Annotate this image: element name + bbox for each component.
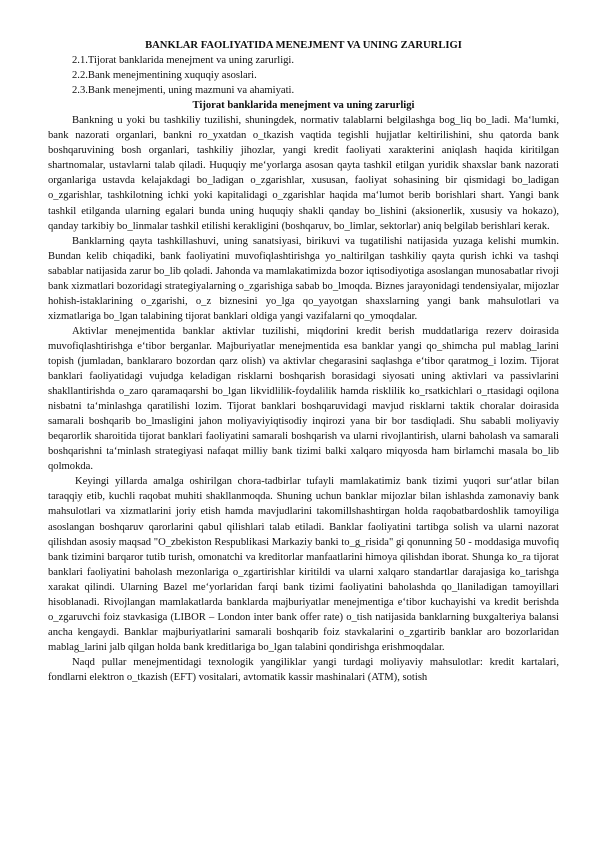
paragraph-5: Naqd pullar menejmentidagi texnologik yangiliklar yangi turdagi moliyaviy mahsulotlar: kredit kartalari, fondlarni elektron o_tkazish (EFT) vositalari, avtomatik kassir mashinalari (ATM), sotish — [48, 656, 559, 683]
paragraph-2: Banklarning qayta tashkillashuvi, uning sanatsiyasi, birikuvi va tugatilishi natijasida yuzaga kelishi mumkin. Bundan kelib chiqadiki, bank faoliyatini muvofiqlashtirishga yo_naltirilgan tashkiliy qayta qurish ichki va tashqi sabablar natijasida zarur bo_lib qoladi. Jahonda va mamlakatimizda bozor iqtisodiyotiga asoslangan munosabatlar rivoji bank xizmatlari bozoridagi strategiyalarning o_zgarishiga sabab bo_lmoqda. Biznes jarayonidagi tendensiyalar, mijozlar hohish-istaklarining o_zgarishi, o_z biznesini yo_lga qo_yayotgan shaxslarning yangi bank mahsulotlari va xizmatlariga bo_lgan talabining tijorat banklari oldiga yangi vazifalarni qo_ymoqdalar. — [48, 235, 559, 322]
document-title: BANKLAR FAOLIYATIDA MENEJMENT VA UNING ZARURLIGI — [145, 40, 462, 51]
paragraph-1: Bankning u yoki bu tashkiliy tuzilishi, shuningdek, normativ talablarni belgilashga bog_liq bo_ladi. Ma‘lumki, bank nazorati organlari, bankni ro_yxatdan o_tkazish vaqtida tegishli hujjatlar keltirilishini, shu qatorda bank boshqaruvining bosh organlari, tashkiliy jihozlar, yangi kredit faoliyati xarakterini aniqlash haqida kiritilgan shartnomalar, ustavlarni talab qiladi. Huquqiy me‘yorlarga asosan qayta tashkil etilgan yuridik shaxslar bank nazorati organlariga ustavda kelajakdagi bo_ladigan o_zgarishlar, xususan, faoliyat sohasining bir qismidagi bo_ladigan o_zgarishlar, tashkilotning ichki yoki kapitalidagi o_zgarishlar haqida ma‘lumot berib borishlari shart. Yangi bank tashkil etilganda ularning egalari bunda uning huquqiy shakli qanday bo_lishini (aksionerlik, xususiy va hokazo), qanday tarkibiy bo_linmalar tashkil etilishi kerakligini (boshqaruv, bo_limlar, sektorlar) aniq belgilab berishlari kerak. — [48, 115, 559, 232]
toc-item-2-1: 2.1.Tijorat banklarida menejment va uning zarurligi. — [72, 55, 295, 67]
document-page — [48, 38, 559, 685]
section-title: Tijorat banklarida menejment va uning zarurligi — [192, 100, 415, 112]
toc-item-2-3: 2.3.Bank menejmenti, uning mazmuni va ahamiyati. — [72, 85, 295, 97]
paragraph-3: Aktivlar menejmentida banklar aktivlar tuzilishi, miqdorini kredit berish muddatlariga rezerv doirasida muvofiqlashtirishga e‘tibor berganlar. Majburiyatlar menejmentida esa banklar yangi qo_shimcha pul mablag_larini topish (jumladan, banklararo bozordan qarz olish) va aktivlar chegarasini saqlashga e‘tibor qaratmog_i lozim. Tijorat banklari faoliyatidagi vujudga keladigan risklarni boshqarish borasidagi siyosati uning aktivlari va passivlarini shakllantirishda o_zaro qaramaqarshi bo_lgan likvidlilik-foydalilik hamda risklilik ko_rsatkichlari o_rtasidagi oqilona nisbatni ta‘minlashga qaratilishi lozim. Tijorat banklari boshqaruvidagi mavjud risklarni taktik choralar doirasida samarali boshqarib bo_lmasligini jahon moliyaviyiqtisodiy inqirozi yana bir bor tasdiqladi. Shu sababli moliyaviy beqarorlik sharoitida tijorat banklari faoliyatini samarali boshqarish va ularni rivojlantirish, ularni baholash va samarali boshqarishni ta‘minlash strategiyasi nafaqat milliy bank tizimi balki xalqaro miqyosda ham birlamchi masala bo_lib qolmokda. — [48, 325, 559, 473]
toc-item-2-2: 2.2.Bank menejmentining xuquqiy asoslari. — [72, 70, 257, 82]
paragraph-4: Keyingi yillarda amalga oshirilgan chora-tadbirlar tufayli mamlakatimiz bank tizimi yuqori sur‘atlar bilan taraqqiy etib, kuchli raqobat muhiti shakllanmoqda. Shuning uchun banklar mijozlar bilan ishlashda zamonaviy bank mahsulotlari va xizmatlarini joriy etish hamda mavjudlarini takomillshashtirgan holda raqobatbardoshlik tamoyiliga asoslangan boshqaruv qarorlarini qabul qilishlari talab etiladi. Banklar faoliyatini tartibga solish va ularni nazorat qilishdan asosiy maqsad "O_zbekiston Respublikasi Markaziy banki to_g_risida" gi qonunning 50 - moddasiga muvofiq bank tizimini barqaror tutib turish, omonatchi va kreditorlar manfaatlarini himoya qilishdan iborat. Shunga ko_ra tijorat banklari faoliyatini baholash mezonlariga o_zgartirishlar kiritildi va ularni xalqaro standartlar darajasiga ko_tarishga xarakat qilindi. Ularning Bazel me‘yorlaridan farqi bank tizimi faoliyatini baholashda qo_llaniladigan tamoyillari hisoblanadi. Rivojlangan mamlakatlarda banklarda majburiyatlar menejmentiga e‘tibor kuchayishi va kredit berishda o_zgaruvchi foiz stavkasiga (LIBOR – London inter bank offer rate) o_tish natijasida banklarning buxgalteriya balansi ancha kengaydi. Banklar majburiyatlarini samarali boshqarib foiz stavkalarini o_zgartirib banklar aro bozorlaridan mablag_larini jalb qilgan holda bank kreditlariga bo_lgan talabini qondirishga erishmoqdalar. — [48, 476, 559, 653]
